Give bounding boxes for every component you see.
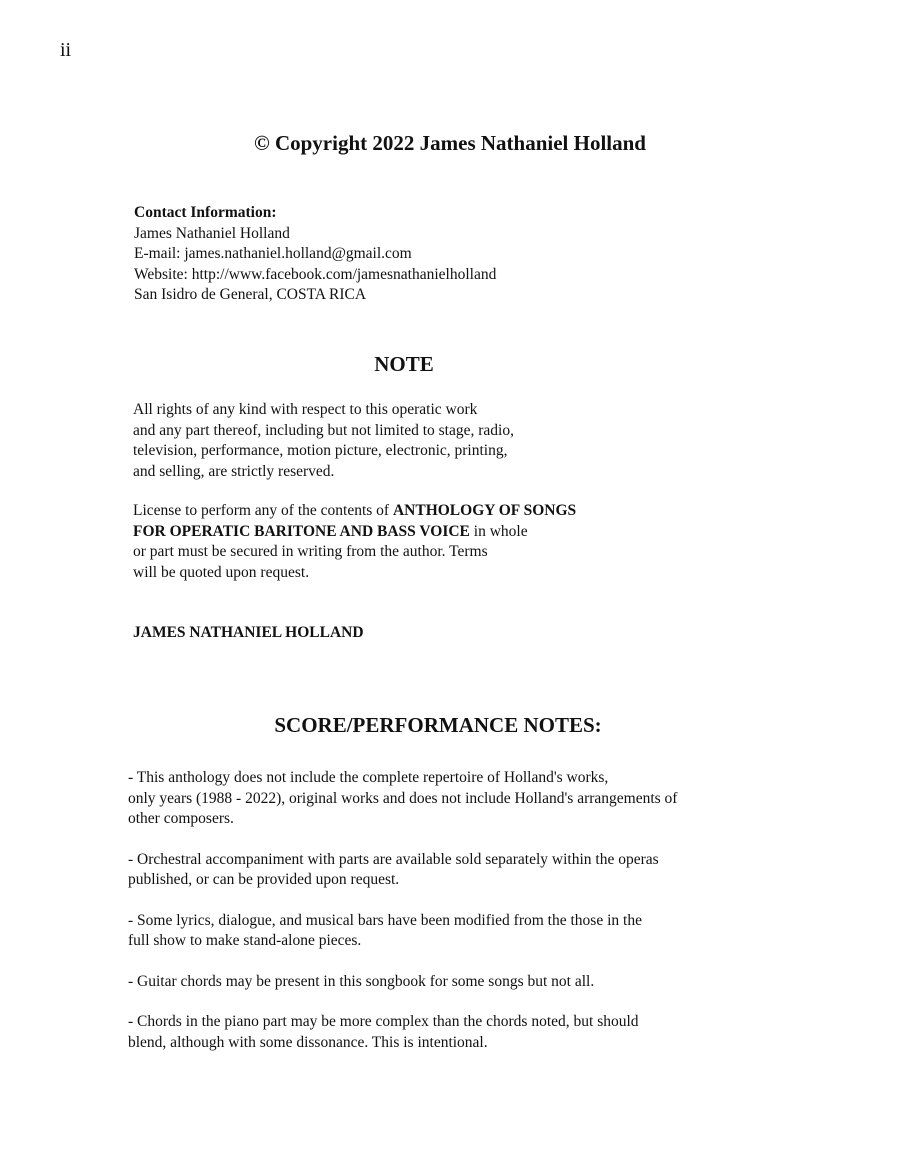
score-note-item xyxy=(128,911,768,952)
score-note-item xyxy=(128,850,768,891)
author-signature: JAMES NATHANIEL HOLLAND xyxy=(133,624,364,641)
contact-label: Contact Information: xyxy=(134,204,277,221)
note-line: - Guitar chords may be present in this songbook for some songs but not all. xyxy=(128,972,595,990)
score-notes-heading: SCORE/PERFORMANCE NOTES: xyxy=(274,713,602,737)
note-line: blend, although with some dissonance. This is intentional. xyxy=(128,1033,488,1051)
note-line: - Chords in the piano part may be more complex than the chords noted, but should xyxy=(128,1013,639,1030)
license-after-title: in whole xyxy=(469,522,528,540)
rights-line: and selling, are strictly reserved. xyxy=(133,462,335,480)
license-line: will be quoted upon request. xyxy=(133,563,310,581)
license-prefix: License to perform any of the contents of xyxy=(133,502,393,519)
note-line: - This anthology does not include the complete repertoire of Holland's works, xyxy=(128,769,609,786)
contact-email: E-mail: james.nathaniel.holland@gmail.com xyxy=(134,245,412,262)
note-heading: NOTE xyxy=(374,352,434,376)
note-line: full show to make stand-alone pieces. xyxy=(128,932,362,949)
rights-line: All rights of any kind with respect to this operatic work xyxy=(133,401,478,418)
contact-location: San Isidro de General, COSTA RICA xyxy=(134,286,367,303)
copyright-notice: © Copyright 2022 James Nathaniel Holland xyxy=(254,131,646,155)
anthology-title-part-1: ANTHOLOGY OF SONGS xyxy=(392,502,577,519)
score-note-item xyxy=(128,768,768,830)
license-paragraph xyxy=(133,501,576,583)
contact-information xyxy=(134,203,496,306)
anthology-title-part-2: FOR OPERATIC BARITONE AND BASS VOICE xyxy=(133,522,470,540)
note-line: - Some lyrics, dialogue, and musical bars have been modified from the those in the xyxy=(128,911,642,929)
score-notes-list xyxy=(128,768,768,1073)
score-note-item xyxy=(128,1012,768,1053)
note-line: - Orchestral accompaniment with parts are available sold separately within the operas xyxy=(128,850,659,868)
contact-name: James Nathaniel Holland xyxy=(134,224,290,242)
note-line: other composers. xyxy=(128,810,234,827)
rights-paragraph xyxy=(133,400,514,482)
license-line xyxy=(133,522,576,543)
note-line: only years (1988 - 2022), original works and does not include Holland's arrangements of xyxy=(128,789,678,807)
note-line: published, or can be provided upon request. xyxy=(128,871,400,888)
score-note-item xyxy=(128,972,768,993)
license-line xyxy=(133,501,576,522)
page-number: ii xyxy=(60,39,72,61)
rights-line: and any part thereof, including but not limited to stage, radio, xyxy=(133,421,514,439)
contact-website: Website: http://www.facebook.com/jamesnathanielholland xyxy=(134,265,497,283)
license-line: or part must be secured in writing from the author. Terms xyxy=(133,543,488,560)
rights-line: television, performance, motion picture, electronic, printing, xyxy=(133,442,508,459)
